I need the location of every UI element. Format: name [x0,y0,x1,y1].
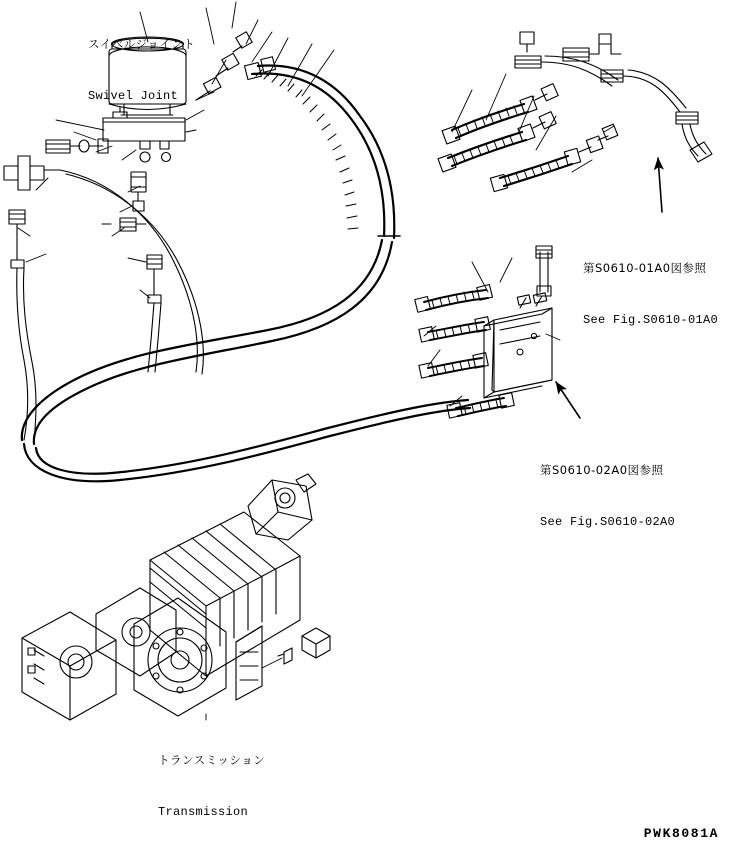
label-transmission-jp: トランスミッション [158,752,266,767]
label-see-fig-s0610-01a0 [583,224,718,365]
transmission-assembly [22,474,316,720]
label-transmission [158,716,265,857]
transmission-bolt [262,628,330,668]
label-see-fig-02a0-en: See Fig.S0610-02A0 [540,515,676,530]
label-see-fig-s0610-02a0 [540,426,675,567]
label-swivel-joint [88,0,195,141]
label-see-fig-02a0-jp: 第S0610-02A0図参照 [540,462,664,477]
main-hose-loop-left [22,240,392,444]
valve-block-assembly [484,293,552,398]
label-see-fig-01a0-en: See Fig.S0610-01A0 [583,313,719,328]
fig-01a0-hose-bundle [438,84,618,192]
hose-swivel-upper [196,32,252,100]
block-inlet-hoses [415,284,515,418]
vertical-pipe-to-block [536,246,552,296]
thin-pipe-runs [17,170,204,444]
label-transmission-en: Transmission [158,805,249,820]
label-see-fig-01a0-jp: 第S0610-01A0図参照 [583,260,707,275]
drawing-number: PWK8081A [643,826,719,841]
label-swivel-joint-en: Swivel Joint [88,89,179,104]
main-hose-upper-arc [245,57,400,238]
label-swivel-joint-jp: スイベルジョイント [88,36,196,51]
vertical-fittings [9,172,162,303]
main-hose-loop-bottom [24,400,470,481]
